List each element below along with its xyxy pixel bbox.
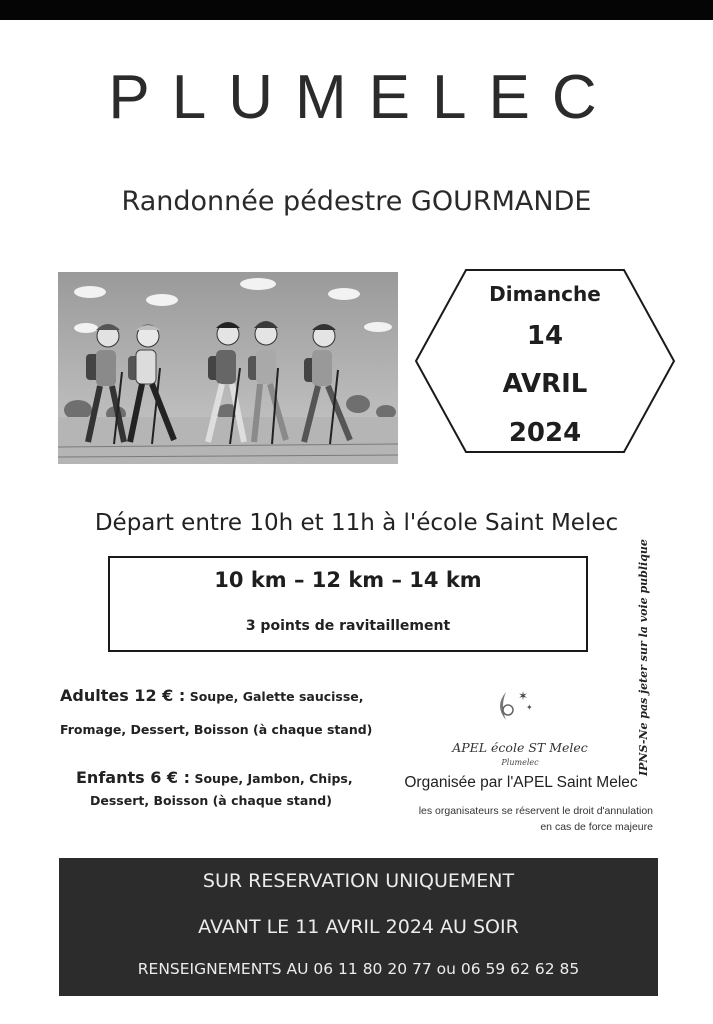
svg-text:✶: ✶ — [518, 689, 529, 703]
children-price-line — [76, 768, 353, 787]
hikers-illustration — [58, 272, 398, 464]
adult-price-line — [60, 686, 364, 705]
banner-line-2: AVANT LE 11 AVRIL 2024 AU SOIR — [198, 916, 519, 938]
banner-line-3: RENSEIGNEMENTS AU 06 11 80 20 77 ou 06 59 62 62 85 — [137, 960, 580, 978]
disclaimer-line-1: les organisateurs se réservent le droit d'annulation — [418, 805, 653, 817]
adult-menu-1: Soupe, Galette saucisse, — [189, 689, 364, 704]
distances-box — [108, 556, 588, 652]
date-month: AVRIL — [502, 369, 588, 399]
top-dark-edge — [0, 0, 713, 20]
banner-line-1: SUR RESERVATION UNIQUEMENT — [202, 870, 515, 892]
apel-logo-icon — [490, 684, 540, 730]
poster-title: PLUMELEC — [108, 63, 619, 132]
apel-logo-text: APEL école ST Melec — [452, 740, 588, 755]
disclaimer-line-2: en cas de force majeure — [540, 821, 653, 833]
children-menu-2: Dessert, Boisson (à chaque stand) — [90, 793, 332, 808]
organizer: Organisée par l'APEL Saint Melec — [404, 774, 638, 791]
refreshment-points: 3 points de ravitaillement — [245, 618, 451, 634]
adult-price: Adultes 12 € : — [60, 686, 186, 705]
side-note: IPNS-Ne pas jeter sur la voie publique — [637, 539, 650, 776]
date-year: 2024 — [508, 418, 582, 448]
children-menu-1: Soupe, Jambon, Chips, — [194, 771, 353, 786]
date-number: 14 — [526, 321, 564, 351]
distances: 10 km – 12 km – 14 km — [214, 568, 482, 592]
svg-text:✦: ✦ — [526, 703, 533, 712]
children-price: Enfants 6 € : — [76, 768, 191, 787]
date-day: Dimanche — [489, 282, 601, 306]
poster-subtitle: Randonnée pédestre GOURMANDE — [121, 186, 592, 217]
apel-logo-town: Plumelec — [501, 758, 539, 767]
reservation-banner — [59, 858, 658, 996]
departure-info: Départ entre 10h et 11h à l'école Saint Melec — [94, 510, 619, 536]
adult-menu-2: Fromage, Dessert, Boisson (à chaque stand) — [60, 722, 373, 737]
